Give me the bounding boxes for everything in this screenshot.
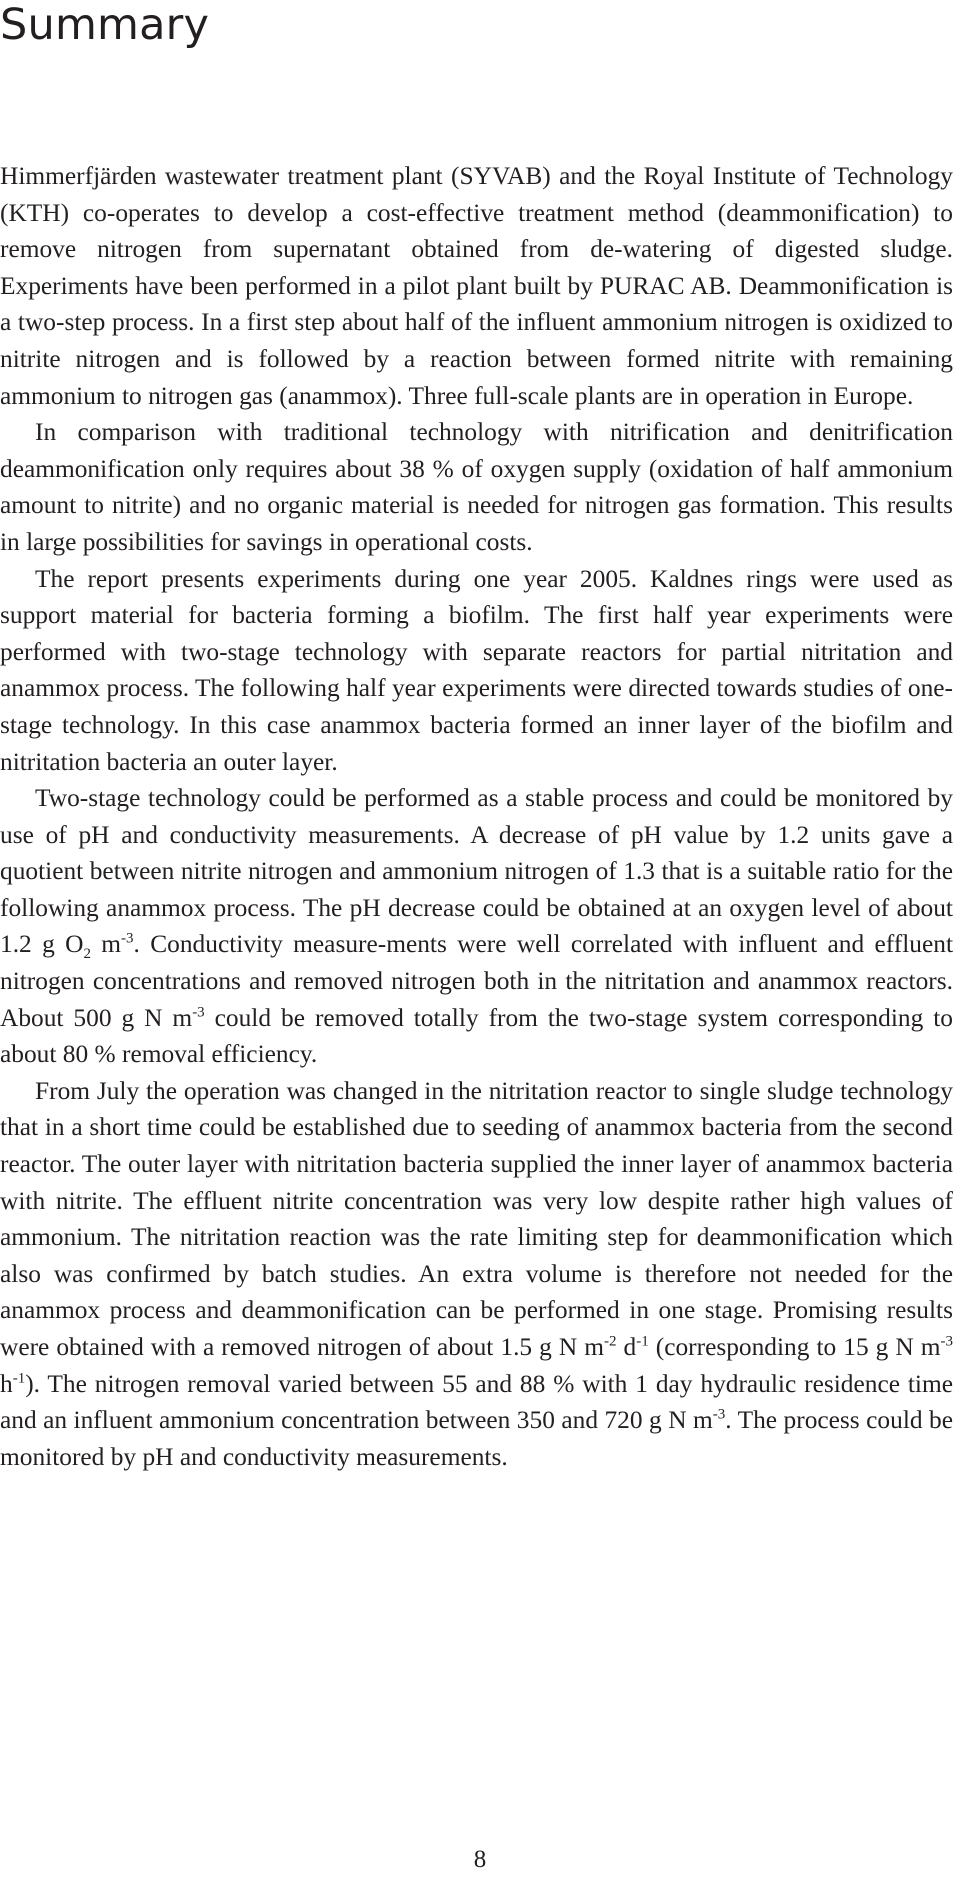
paragraph-5-text-e: ). The nitrogen removal varied between 55 and 88 % with 1 day hydraulic residence time and an influent ammonium concentration between 350 and 720 g N m	[0, 1369, 953, 1435]
paragraph-2: In comparison with traditional technology with nitrification and denitrification deammonification only requires about 38 % of oxygen supply (oxidation of half ammonium amount to nitrite) and no organic material is needed for nitrogen gas formation. This results in large possibilities for savings in operational costs.	[0, 418, 953, 556]
paragraph-4	[0, 780, 953, 1073]
superscript-exponent: -3	[192, 1004, 205, 1021]
paragraph-3: The report presents experiments during one year 2005. Kaldnes rings were used as support material for bacteria forming a biofilm. The first half year experiments were performed with two-stage technology with separate reactors for partial nitritation and anammox process. The following half year experiments were directed towards studies of one-stage technology. In this case anammox bacteria formed an inner layer of the biofilm and nitritation bacteria an outer layer.	[0, 564, 953, 776]
paragraph-1: Himmerfjärden wastewater treatment plant (SYVAB) and the Royal Institute of Technology (KTH) co-operates to develop a cost-effective treatment method (deammonification) to remove nitrogen from supernatant obtained from de-watering of digested sludge. Experiments have been performed in a pilot plant built by PURAC AB. Deammonification is a two-step process. In a first step about half of the influent ammonium nitrogen is oxidized to nitrite nitrogen and is followed by a reaction between formed nitrite with remaining ammonium to nitrogen gas (anammox). Three full-scale plants are in operation in Europe.	[0, 162, 953, 410]
paragraph-5-text-d: h	[0, 1369, 13, 1398]
superscript-exponent: -1	[636, 1333, 649, 1350]
superscript-exponent: -3	[121, 931, 134, 947]
page-number: 8	[473, 1846, 487, 1873]
page-title: Summary	[0, 0, 210, 50]
paragraph-4-text-b: m	[90, 930, 122, 959]
paragraph-5-text-f: . The process could be monitored by pH and conductivity measurements.	[0, 1406, 953, 1471]
paragraph-5-text-c: (corresponding to 15 g N m	[648, 1333, 941, 1361]
paragraph-5	[0, 1073, 953, 1476]
superscript-exponent: -3	[712, 1406, 726, 1423]
superscript-exponent: -3	[940, 1333, 954, 1350]
paragraph-5-text-b: d	[616, 1333, 637, 1361]
paragraph-4-text-a: Two-stage technology could be performed as a stable process and could be monitored by use of pH and conductivity measurements. A decrease of pH value by 1.2 units gave a quotient between nitrite nitrogen and ammonium nitrogen of 1.3 that is a suitable ratio for the following anammox process. The pH decrease could be obtained at an oxygen level of about 1.2 g O	[0, 784, 953, 959]
paragraph-5-text-a: From July the operation was changed in the nitritation reactor to single sludge technology that in a short time could be established due to seeding of anammox bacteria from the second reactor. The outer layer with nitritation bacteria supplied the inner layer of anammox bacteria with nitrite. The effluent nitrite concentration was very low despite rather high values of ammonium. The nitritation reaction was the rate limiting step for deammonification which also was confirmed by batch studies. An extra volume is therefore not needed for the anammox process and deammonification can be performed in one stage. Promising results were obtained with a removed nitrogen of about 1.5 g N m	[0, 1076, 953, 1361]
subscript-oxygen: 2	[83, 946, 91, 963]
paragraph-4-text-d: could be removed totally from the two-stage system corresponding to about 80 % removal efficiency.	[0, 1003, 953, 1069]
superscript-exponent: -1	[12, 1370, 26, 1387]
paragraph-4-text-c: . Conductivity measure-ments were well correlated with influent and effluent nitrogen concentrations and removed nitrogen both in the nitritation and anammox reactors. About 500 g N m	[0, 930, 953, 1032]
summary-body	[0, 158, 953, 1475]
superscript-exponent: -2	[603, 1333, 617, 1350]
